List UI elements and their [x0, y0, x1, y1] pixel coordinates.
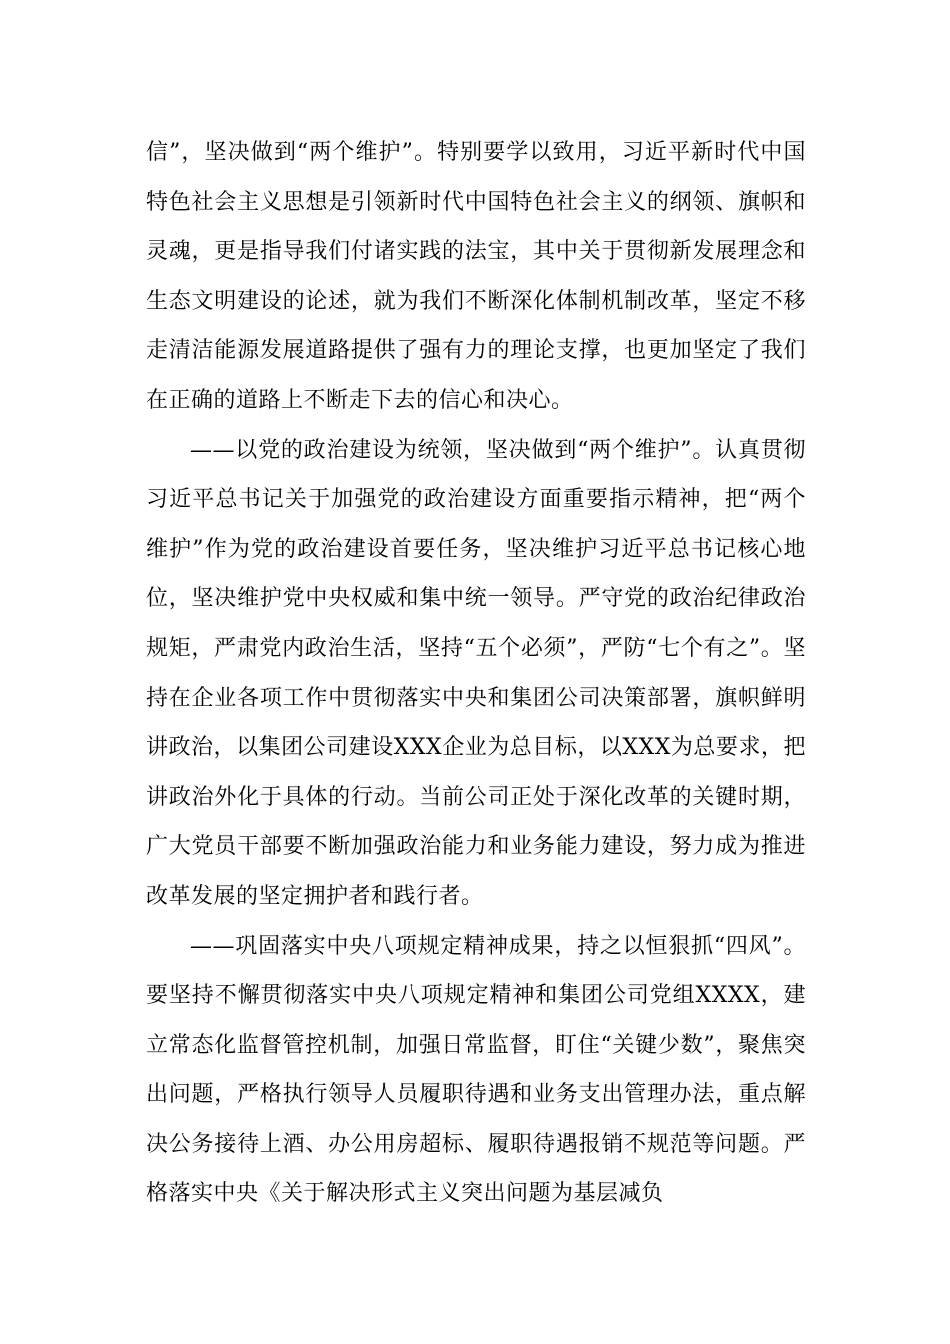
paragraph-continuation: 信”，坚决做到“两个维护”。特别要学以致用，习近平新时代中国特色社会主义思想是引领新时代中国特色社会主义的纲领、旗帜和灵魂，更是指导我们付诸实践的法宝，其中关于贯彻新发展理念和生态文明建设的论述，就为我们不断深化体制机制改革，坚定不移走清洁能源发展道路提供了强有力的理论支撑，也更加坚定了我们在正确的道路上不断走下去的信心和决心。 [146, 140, 806, 413]
document-body [146, 128, 806, 1219]
paragraph-political-construction: ——以党的政治建设为统领，坚决做到“两个维护”。认真贯彻习近平总书记关于加强党的政治建设方面重要指示精神，把“两个维护”作为党的政治建设首要任务，坚决维护习近平总书记核心地位，坚决维护党中央权威和集中统一领导。严守党的政治纪律政治规矩，严肃党内政治生活，坚持“五个必须”，严防“七个有之”。坚持在企业各项工作中贯彻落实中央和集团公司决策部署，旗帜鲜明讲政治，以集团公司建设XXX企业为总目标，以XXX为总要求，把讲政治外化于具体的行动。当前公司正处于深化改革的关键时期，广大党员干部要不断加强政治能力和业务能力建设，努力成为推进改革发展的坚定拥护者和践行者。 [146, 437, 806, 909]
paragraph-eight-regulations: ——巩固落实中央八项规定精神成果，持之以恒狠抓“四风”。要坚持不懈贯彻落实中央八项规定精神和集团公司党组XXXX，建立常态化监督管控机制，加强日常监督，盯住“关键少数”，聚焦突出问题，严格执行领导人员履职待遇和业务支出管理办法，重点解决公务接待上酒、办公用房超标、履职待遇报销不规范等问题。严格落实中央《关于解决形式主义突出问题为基层减负 [146, 933, 806, 1207]
